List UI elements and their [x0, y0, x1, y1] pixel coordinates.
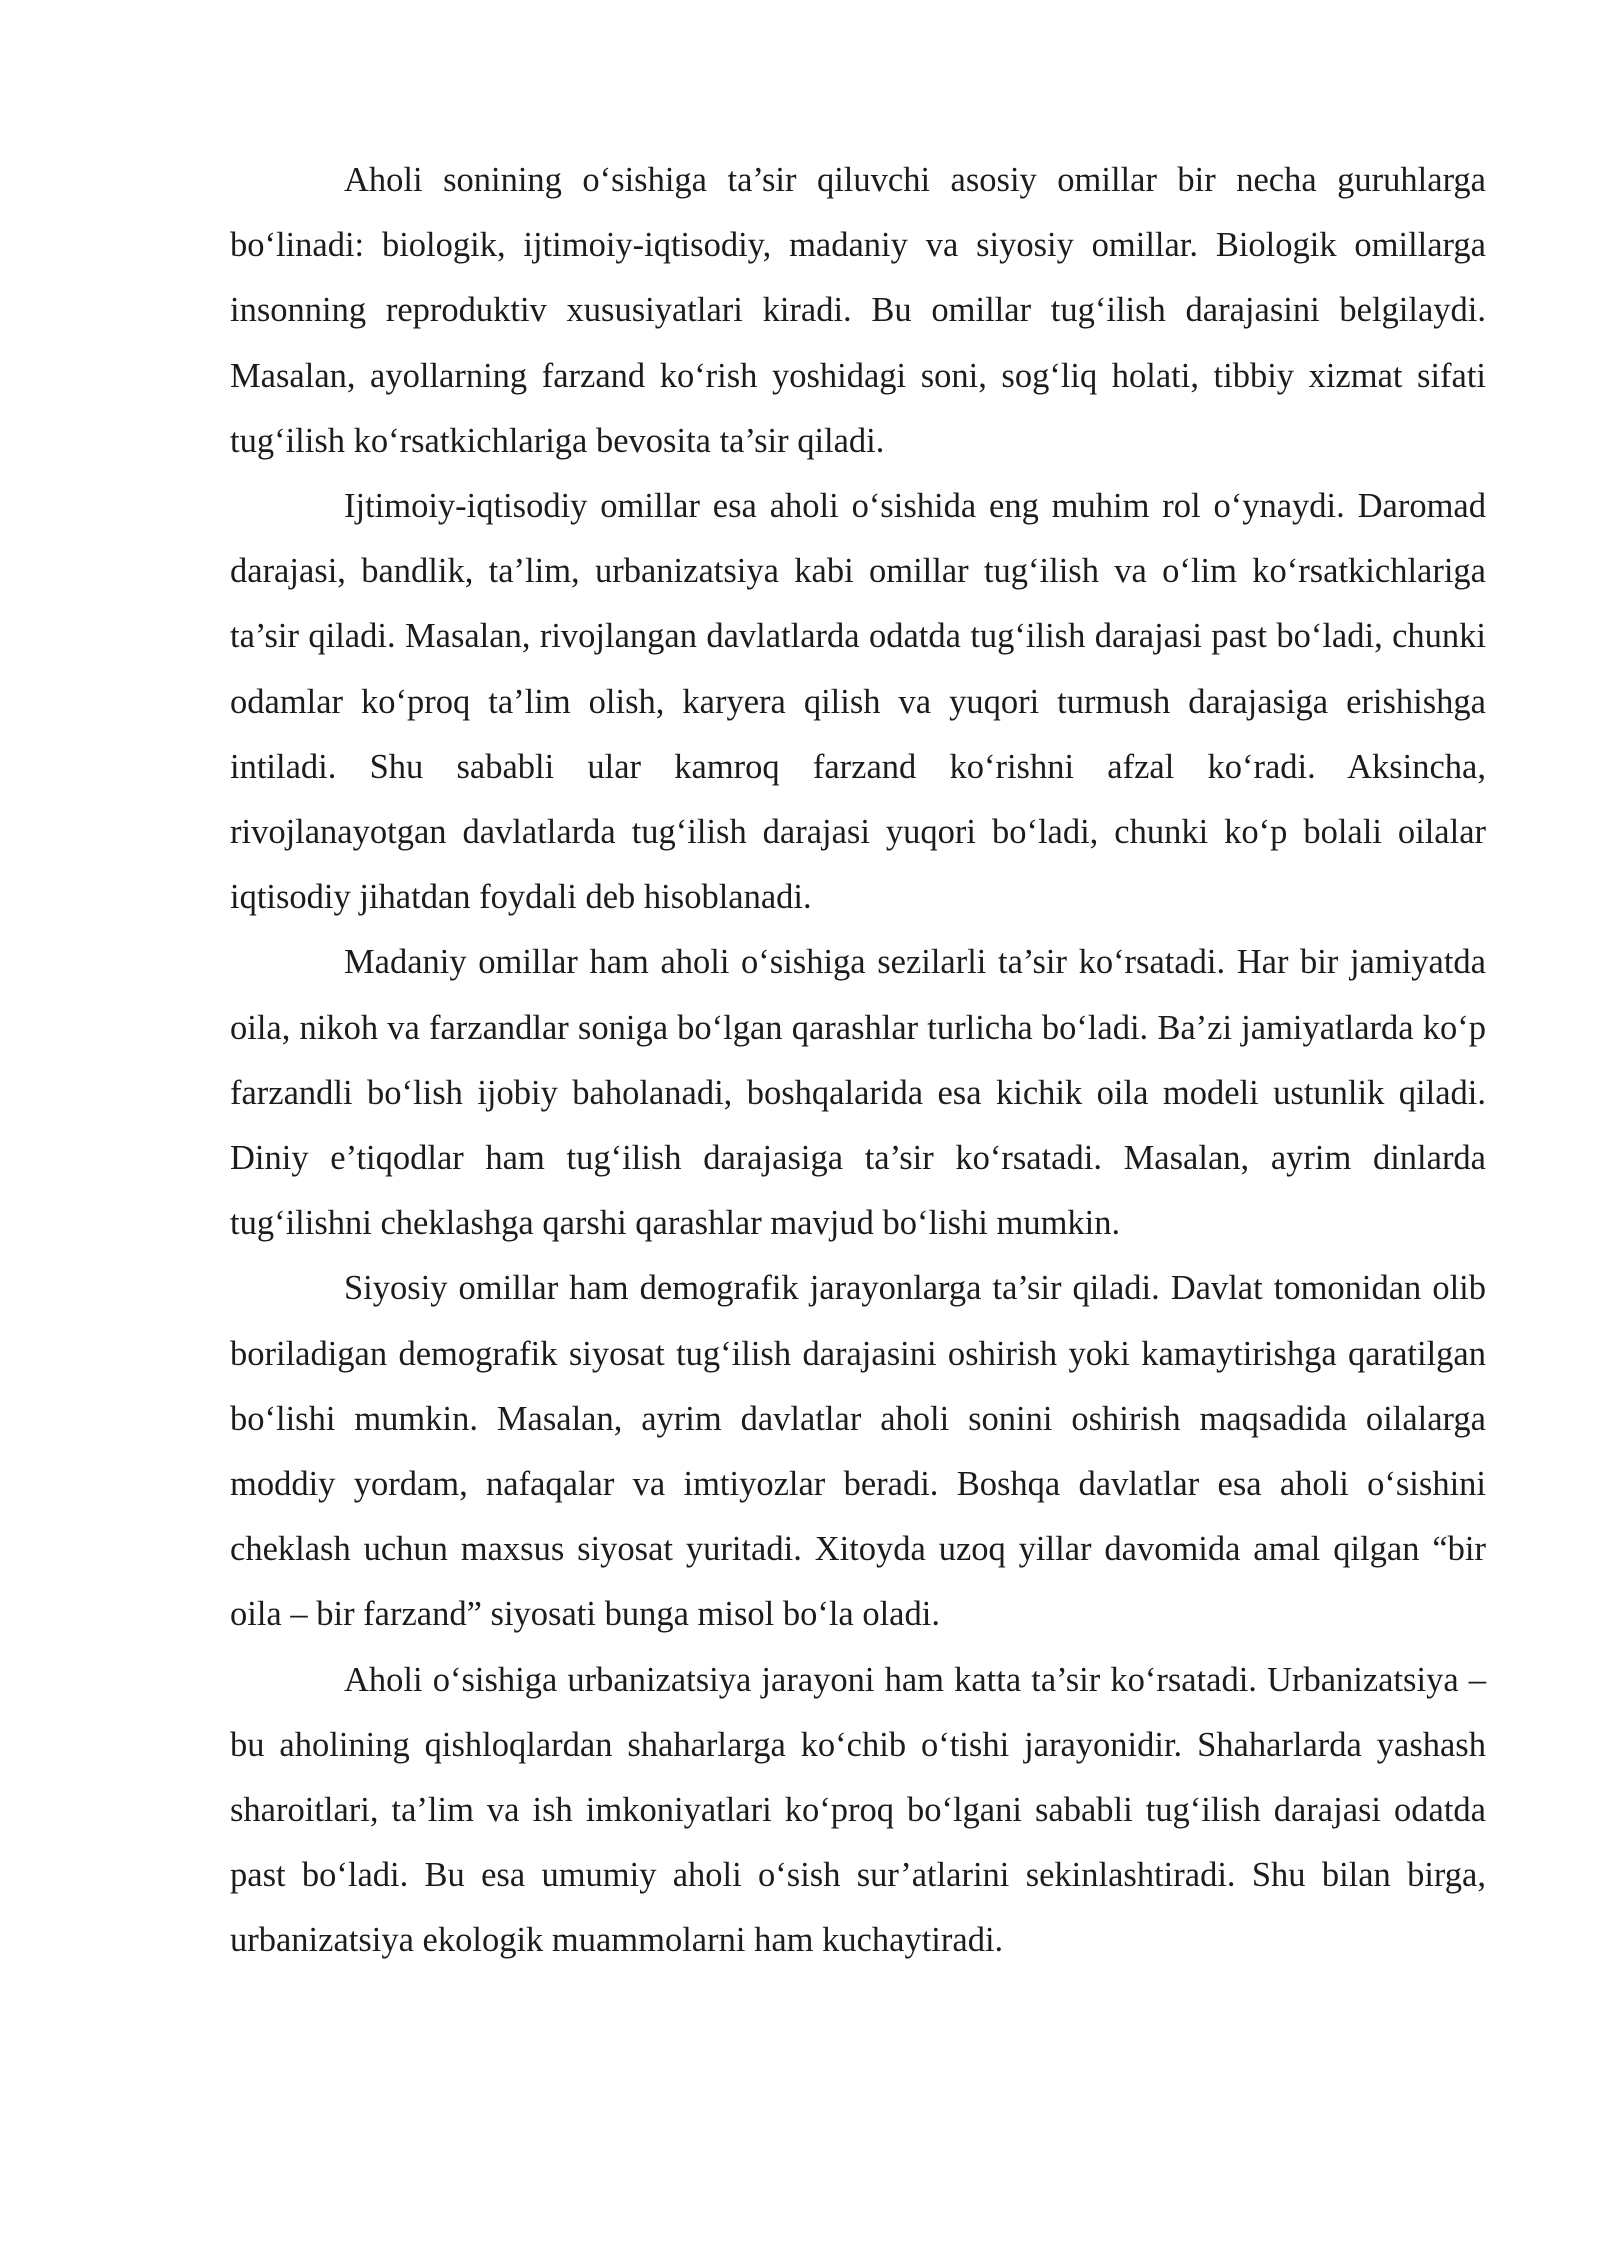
paragraph-biological-factors: Aholi sonining o‘sishiga ta’sir qiluvchi asosiy omillar bir necha guruhlarga bo‘linadi: biologik, ijtimoiy-iqtisodiy, madaniy va siyosiy omillar. Biologik omillarga insonning reproduktiv xususiyatlari kiradi. Bu omillar tug‘ilish darajasini belgilaydi. Masalan, ayollarning farzand ko‘rish yoshidagi soni, sog‘liq holati, tibbiy xizmat sifati tug‘ilish ko‘rsatkichlariga bevosita ta’sir qiladi. [230, 161, 1486, 460]
paragraph-political-factors: Siyosiy omillar ham demografik jarayonlarga ta’sir qiladi. Davlat tomonidan olib boriladigan demografik siyosat tug‘ilish darajasini oshirish yoki kamaytirishga qaratilgan bo‘lishi mumkin. Masalan, ayrim davlatlar aholi sonini oshirish maqsadida oilalarga moddiy yordam, nafaqalar va imtiyozlar beradi. Boshqa davlatlar esa aholi o‘sishini cheklash uchun maxsus siyosat yuritadi. Xitoyda uzoq yillar davomida amal qilgan “bir oila – bir farzand” siyosati bunga misol bo‘la oladi. [230, 1269, 1486, 1634]
paragraph-socioeconomic-factors: Ijtimoiy-iqtisodiy omillar esa aholi o‘sishida eng muhim rol o‘ynaydi. Daromad darajasi, bandlik, ta’lim, urbanizatsiya kabi omillar tug‘ilish va o‘lim ko‘rsatkichlariga ta’sir qiladi. Masalan, rivojlangan davlatlarda odatda tug‘ilish darajasi past bo‘ladi, chunki odamlar ko‘proq ta’lim olish, karyera qilish va yuqori turmush darajasiga erishishga intiladi. Shu sababli ular kamroq farzand ko‘rishni afzal ko‘radi. Aksincha, rivojlanayotgan davlatlarda tug‘ilish darajasi yuqori bo‘ladi, chunki ko‘p bolali oilalar iqtisodiy jihatdan foydali deb hisoblanadi. [230, 487, 1486, 917]
paragraph-urbanization: Aholi o‘sishiga urbanizatsiya jarayoni ham katta ta’sir ko‘rsatadi. Urbanizatsiya – bu aholining qishloqlardan shaharlarga ko‘chib o‘tishi jarayonidir. Shaharlarda yashash sharoitlari, ta’lim va ish imkoniyatlari ko‘proq bo‘lgani sababli tug‘ilish darajasi odatda past bo‘ladi. Bu esa umumiy aholi o‘sish sur’atlarini sekinlashtiradi. Shu bilan birga, urbanizatsiya ekologik muammolarni ham kuchaytiradi. [230, 1660, 1486, 1960]
document-page [230, 148, 1486, 1974]
paragraph-cultural-factors: Madaniy omillar ham aholi o‘sishiga sezilarli ta’sir ko‘rsatadi. Har bir jamiyatda oila, nikoh va farzandlar soniga bo‘lgan qarashlar turlicha bo‘ladi. Ba’zi jamiyatlarda ko‘p farzandli bo‘lish ijobiy baholanadi, boshqalarida esa kichik oila modeli ustunlik qiladi. Diniy e’tiqodlar ham tug‘ilish darajasiga ta’sir ko‘rsatadi. Masalan, ayrim dinlarda tug‘ilishni cheklashga qarshi qarashlar mavjud bo‘lishi mumkin. [230, 943, 1486, 1243]
